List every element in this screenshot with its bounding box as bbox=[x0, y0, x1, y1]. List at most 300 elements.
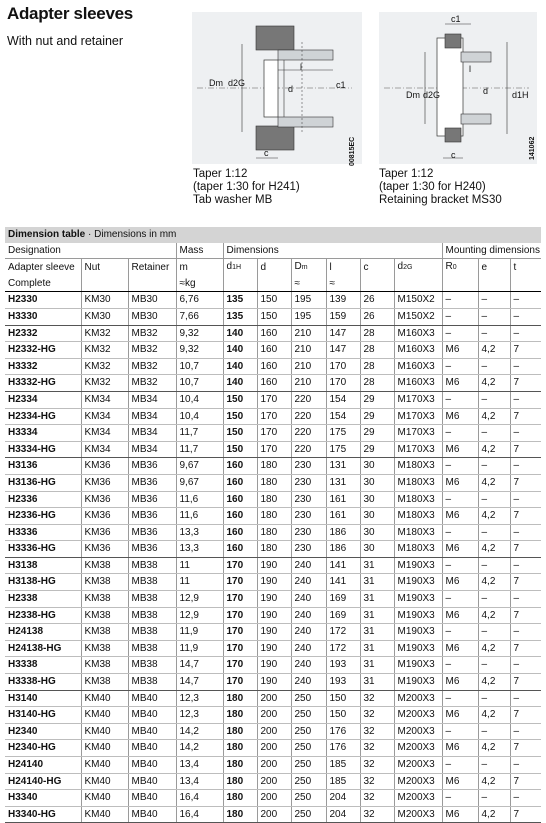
table-cell: 210 bbox=[291, 342, 326, 359]
table-cell: 4,2 bbox=[478, 474, 510, 491]
table-row bbox=[5, 790, 541, 807]
table-cell: MB32 bbox=[128, 375, 176, 392]
table-row bbox=[5, 391, 541, 408]
table-cell: M6 bbox=[442, 707, 478, 724]
table-cell: KM40 bbox=[81, 790, 128, 807]
table-cell: 150 bbox=[223, 391, 257, 408]
table-cell: – bbox=[478, 690, 510, 707]
table-cell: – bbox=[442, 524, 478, 541]
table-cell: 12,9 bbox=[176, 607, 223, 624]
table-cell: 180 bbox=[257, 508, 291, 525]
table-cell: – bbox=[442, 425, 478, 442]
table-cell: H2332 bbox=[5, 325, 81, 342]
table-cell: 31 bbox=[360, 607, 394, 624]
table-cell: KM36 bbox=[81, 474, 128, 491]
table-cell: KM32 bbox=[81, 342, 128, 359]
col-complete: Complete bbox=[5, 276, 81, 292]
table-cell: 190 bbox=[257, 624, 291, 641]
col-d2g: d2G bbox=[394, 259, 442, 276]
table-cell: 150 bbox=[223, 425, 257, 442]
table-cell: 29 bbox=[360, 441, 394, 458]
table-cell: KM36 bbox=[81, 458, 128, 475]
table-cell: M190X3 bbox=[394, 640, 442, 657]
table-cell: H3140-HG bbox=[5, 707, 81, 724]
table-group bbox=[5, 690, 541, 823]
table-cell: KM38 bbox=[81, 607, 128, 624]
table-cell: M160X3 bbox=[394, 375, 442, 392]
table-cell: 200 bbox=[257, 790, 291, 807]
table-cell: 141 bbox=[326, 557, 360, 574]
table-row bbox=[5, 574, 541, 591]
table-cell: 195 bbox=[291, 308, 326, 325]
col-nut: Nut bbox=[81, 259, 128, 276]
page-title: Adapter sleeves bbox=[7, 4, 133, 23]
table-cell: 150 bbox=[326, 707, 360, 724]
table-cell: 11,9 bbox=[176, 640, 223, 657]
table-cell: – bbox=[478, 624, 510, 641]
table-cell: H3336-HG bbox=[5, 541, 81, 558]
table-cell: MB38 bbox=[128, 624, 176, 641]
table-row bbox=[5, 458, 541, 475]
table-cell: 180 bbox=[223, 707, 257, 724]
table-cell: 7 bbox=[510, 375, 541, 392]
table-cell: 240 bbox=[291, 674, 326, 691]
table-cell: 180 bbox=[257, 474, 291, 491]
table-cell: H3340 bbox=[5, 790, 81, 807]
table-cell: 170 bbox=[223, 557, 257, 574]
table-cell: 240 bbox=[291, 607, 326, 624]
table-cell: – bbox=[510, 391, 541, 408]
table-cell: – bbox=[478, 391, 510, 408]
table-cell: 200 bbox=[257, 723, 291, 740]
table-cell: 160 bbox=[257, 342, 291, 359]
table-cell: 31 bbox=[360, 591, 394, 608]
table-cell: 210 bbox=[291, 325, 326, 342]
table-cell: 4,2 bbox=[478, 441, 510, 458]
table-cell: 190 bbox=[257, 557, 291, 574]
table-cell: – bbox=[510, 292, 541, 309]
table-cell: 154 bbox=[326, 408, 360, 425]
table-cell: 11 bbox=[176, 557, 223, 574]
table-cell: 7 bbox=[510, 408, 541, 425]
table-cell: 30 bbox=[360, 474, 394, 491]
table-cell: M190X3 bbox=[394, 557, 442, 574]
table-cell: 185 bbox=[326, 773, 360, 790]
table-cell: 150 bbox=[223, 441, 257, 458]
table-cell: 11,9 bbox=[176, 624, 223, 641]
table-row bbox=[5, 292, 541, 309]
table-cell: 16,4 bbox=[176, 806, 223, 823]
table-cell: 28 bbox=[360, 358, 394, 375]
table-cell: 200 bbox=[257, 707, 291, 724]
table-cell: MB40 bbox=[128, 740, 176, 757]
table-cell: – bbox=[510, 690, 541, 707]
table-cell: 170 bbox=[223, 640, 257, 657]
table-cell: M6 bbox=[442, 740, 478, 757]
table-cell: – bbox=[478, 491, 510, 508]
col-t: t bbox=[510, 259, 541, 276]
table-cell: M200X3 bbox=[394, 806, 442, 823]
table-cell: MB40 bbox=[128, 707, 176, 724]
table-cell: MB38 bbox=[128, 607, 176, 624]
table-cell: M6 bbox=[442, 375, 478, 392]
header-mounting: Mounting dimensions bbox=[442, 243, 541, 259]
table-cell: KM40 bbox=[81, 806, 128, 823]
table-cell: – bbox=[442, 591, 478, 608]
table-cell: MB36 bbox=[128, 508, 176, 525]
table-cell: 9,67 bbox=[176, 458, 223, 475]
table-row bbox=[5, 757, 541, 774]
table-row bbox=[5, 806, 541, 823]
table-cell: M200X3 bbox=[394, 773, 442, 790]
table-cell: MB32 bbox=[128, 342, 176, 359]
table-cell: – bbox=[478, 790, 510, 807]
table-cell: MB40 bbox=[128, 757, 176, 774]
table-cell: M190X3 bbox=[394, 591, 442, 608]
table-cell: 250 bbox=[291, 773, 326, 790]
table-column-header bbox=[5, 259, 541, 276]
table-cell: – bbox=[478, 757, 510, 774]
table-cell: H3334 bbox=[5, 425, 81, 442]
table-cell: M170X3 bbox=[394, 391, 442, 408]
col-r0: R0 bbox=[442, 259, 478, 276]
table-cell: 150 bbox=[223, 408, 257, 425]
table-cell: H2338-HG bbox=[5, 607, 81, 624]
table-cell: MB36 bbox=[128, 491, 176, 508]
table-cell: KM40 bbox=[81, 773, 128, 790]
table-cell: 161 bbox=[326, 491, 360, 508]
table-cell: 180 bbox=[223, 740, 257, 757]
table-cell: 230 bbox=[291, 491, 326, 508]
table-cell: 32 bbox=[360, 773, 394, 790]
table-cell: M150X2 bbox=[394, 308, 442, 325]
table-cell: M6 bbox=[442, 773, 478, 790]
label-c: c bbox=[451, 150, 456, 160]
table-cell: M180X3 bbox=[394, 458, 442, 475]
table-row bbox=[5, 541, 541, 558]
table-cell: 135 bbox=[223, 292, 257, 309]
table-cell: – bbox=[442, 557, 478, 574]
table-cell: 170 bbox=[326, 375, 360, 392]
table-cell: KM36 bbox=[81, 508, 128, 525]
table-row bbox=[5, 375, 541, 392]
col-mass-unit: ≈kg bbox=[176, 276, 223, 292]
label-l: l bbox=[300, 62, 302, 72]
table-row bbox=[5, 591, 541, 608]
table-cell: 131 bbox=[326, 474, 360, 491]
table-cell: 4,2 bbox=[478, 574, 510, 591]
table-cell: 7 bbox=[510, 574, 541, 591]
table-cell: H24138 bbox=[5, 624, 81, 641]
table-cell: H24140-HG bbox=[5, 773, 81, 790]
table-cell: 31 bbox=[360, 624, 394, 641]
table-cell: 190 bbox=[257, 591, 291, 608]
table-cell: M6 bbox=[442, 441, 478, 458]
table-cell: KM38 bbox=[81, 674, 128, 691]
table-cell: 13,3 bbox=[176, 524, 223, 541]
table-cell: M200X3 bbox=[394, 690, 442, 707]
table-cell: – bbox=[510, 491, 541, 508]
table-cell: H2332-HG bbox=[5, 342, 81, 359]
table-cell: 150 bbox=[257, 308, 291, 325]
table-cell: 32 bbox=[360, 790, 394, 807]
table-cell: 7 bbox=[510, 674, 541, 691]
table-cell: – bbox=[478, 723, 510, 740]
table-cell: 186 bbox=[326, 524, 360, 541]
caption-line: Tab washer MB bbox=[193, 194, 273, 206]
table-cell: 200 bbox=[257, 806, 291, 823]
table-cell: 31 bbox=[360, 557, 394, 574]
table-row bbox=[5, 624, 541, 641]
table-cell: KM38 bbox=[81, 591, 128, 608]
header-designation: Designation bbox=[5, 243, 176, 259]
table-row bbox=[5, 690, 541, 707]
table-cell: 250 bbox=[291, 707, 326, 724]
col-retainer: Retainer bbox=[128, 259, 176, 276]
table-cell: M180X3 bbox=[394, 474, 442, 491]
table-cell: 150 bbox=[257, 292, 291, 309]
table-cell: – bbox=[510, 624, 541, 641]
table-cell: MB36 bbox=[128, 474, 176, 491]
table-cell: 170 bbox=[223, 624, 257, 641]
table-cell: MB38 bbox=[128, 657, 176, 674]
table-cell: 240 bbox=[291, 591, 326, 608]
label-d2g: d2G bbox=[423, 90, 441, 100]
table-cell: 30 bbox=[360, 458, 394, 475]
table-cell: – bbox=[442, 757, 478, 774]
table-cell: KM32 bbox=[81, 325, 128, 342]
table-cell: 16,4 bbox=[176, 790, 223, 807]
table-cell: 4,2 bbox=[478, 806, 510, 823]
table-cell: – bbox=[478, 591, 510, 608]
table-cell: 170 bbox=[257, 391, 291, 408]
table-cell: MB34 bbox=[128, 408, 176, 425]
table-cell: M6 bbox=[442, 640, 478, 657]
table-cell: MB40 bbox=[128, 723, 176, 740]
table-cell: – bbox=[442, 491, 478, 508]
table-cell: 169 bbox=[326, 591, 360, 608]
table-cell: 161 bbox=[326, 508, 360, 525]
table-cell: 195 bbox=[291, 292, 326, 309]
table-cell: – bbox=[478, 325, 510, 342]
table-cell: M190X3 bbox=[394, 657, 442, 674]
caption-line: (taper 1:30 for H240) bbox=[379, 181, 486, 193]
table-cell: M200X3 bbox=[394, 757, 442, 774]
table-cell: 172 bbox=[326, 640, 360, 657]
table-cell: M6 bbox=[442, 674, 478, 691]
table-cell: MB40 bbox=[128, 790, 176, 807]
table-cell: 31 bbox=[360, 574, 394, 591]
table-row bbox=[5, 773, 541, 790]
table-cell: 28 bbox=[360, 375, 394, 392]
table-cell: 170 bbox=[223, 591, 257, 608]
table-cell: 220 bbox=[291, 425, 326, 442]
table-cell: 170 bbox=[223, 574, 257, 591]
label-d: d bbox=[288, 84, 294, 94]
table-cell: H24140 bbox=[5, 757, 81, 774]
table-cell: 204 bbox=[326, 806, 360, 823]
table-cell: 13,3 bbox=[176, 541, 223, 558]
table-cell: MB32 bbox=[128, 358, 176, 375]
table-row bbox=[5, 607, 541, 624]
table-cell: MB38 bbox=[128, 640, 176, 657]
table-row bbox=[5, 408, 541, 425]
table-cell: 170 bbox=[326, 358, 360, 375]
table-cell: 180 bbox=[223, 757, 257, 774]
table-cell: MB40 bbox=[128, 690, 176, 707]
table-cell: H2330 bbox=[5, 292, 81, 309]
table-cell: 29 bbox=[360, 408, 394, 425]
table-cell: 180 bbox=[223, 690, 257, 707]
table-cell: 193 bbox=[326, 657, 360, 674]
table-cell: 240 bbox=[291, 640, 326, 657]
table-cell: 4,2 bbox=[478, 408, 510, 425]
table-cell: M190X3 bbox=[394, 574, 442, 591]
table-cell: MB40 bbox=[128, 806, 176, 823]
table-cell: M6 bbox=[442, 607, 478, 624]
table-cell: – bbox=[510, 723, 541, 740]
table-row bbox=[5, 524, 541, 541]
table-cell: M170X3 bbox=[394, 425, 442, 442]
table-cell: 180 bbox=[223, 790, 257, 807]
table-cell: 180 bbox=[223, 806, 257, 823]
col-e: e bbox=[478, 259, 510, 276]
table-cell: 11 bbox=[176, 574, 223, 591]
table-cell: 160 bbox=[223, 491, 257, 508]
table-cell: 180 bbox=[257, 458, 291, 475]
table-cell: 180 bbox=[223, 723, 257, 740]
table-caption: Dimension table bbox=[8, 229, 86, 240]
table-cell: 30 bbox=[360, 541, 394, 558]
table-cell: KM34 bbox=[81, 425, 128, 442]
table-cell: M160X3 bbox=[394, 325, 442, 342]
table-caption-row bbox=[5, 227, 541, 243]
table-cell: KM32 bbox=[81, 375, 128, 392]
table-cell: 140 bbox=[223, 358, 257, 375]
table-cell: 170 bbox=[223, 674, 257, 691]
table-cell: 32 bbox=[360, 740, 394, 757]
table-cell: MB38 bbox=[128, 557, 176, 574]
table-cell: 9,32 bbox=[176, 342, 223, 359]
table-cell: H3332-HG bbox=[5, 375, 81, 392]
table-cell: – bbox=[442, 624, 478, 641]
table-cell: 160 bbox=[223, 458, 257, 475]
table-column-header-2 bbox=[5, 276, 541, 292]
table-cell: 4,2 bbox=[478, 640, 510, 657]
col-sleeve: Adapter sleeve bbox=[8, 261, 75, 273]
table-cell: 4,2 bbox=[478, 674, 510, 691]
table-cell: M180X3 bbox=[394, 524, 442, 541]
table-cell: MB36 bbox=[128, 458, 176, 475]
table-cell: 4,2 bbox=[478, 740, 510, 757]
table-cell: 10,4 bbox=[176, 391, 223, 408]
table-cell: – bbox=[510, 358, 541, 375]
table-cell: 193 bbox=[326, 674, 360, 691]
table-cell: 28 bbox=[360, 325, 394, 342]
table-cell: H3140 bbox=[5, 690, 81, 707]
table-cell: KM30 bbox=[81, 292, 128, 309]
table-group bbox=[5, 325, 541, 391]
table-cell: – bbox=[510, 524, 541, 541]
table-cell: H2340-HG bbox=[5, 740, 81, 757]
table-row bbox=[5, 557, 541, 574]
table-cell: 11,7 bbox=[176, 441, 223, 458]
table-group bbox=[5, 391, 541, 457]
table-cell: MB38 bbox=[128, 574, 176, 591]
table-cell: 30 bbox=[360, 491, 394, 508]
table-cell: 230 bbox=[291, 508, 326, 525]
table-cell: 31 bbox=[360, 640, 394, 657]
col-dm: Dm bbox=[291, 259, 326, 276]
table-cell: 210 bbox=[291, 375, 326, 392]
table-cell: 10,7 bbox=[176, 375, 223, 392]
table-cell: 31 bbox=[360, 674, 394, 691]
table-cell: 147 bbox=[326, 342, 360, 359]
table-cell: – bbox=[510, 790, 541, 807]
table-cell: 7 bbox=[510, 773, 541, 790]
table-cell: 140 bbox=[223, 325, 257, 342]
table-cell: MB32 bbox=[128, 325, 176, 342]
table-caption-units: · Dimensions in mm bbox=[85, 229, 177, 240]
table-cell: H3330 bbox=[5, 308, 81, 325]
table-cell: 160 bbox=[257, 375, 291, 392]
table-row bbox=[5, 723, 541, 740]
table-cell: 12,9 bbox=[176, 591, 223, 608]
table-cell: 250 bbox=[291, 806, 326, 823]
table-cell: M6 bbox=[442, 541, 478, 558]
table-cell: 154 bbox=[326, 391, 360, 408]
table-cell: 190 bbox=[257, 574, 291, 591]
col-d1h: d1H bbox=[223, 259, 257, 276]
caption-line: Retaining bracket MS30 bbox=[379, 194, 502, 206]
table-cell: 7,66 bbox=[176, 308, 223, 325]
table-cell: KM38 bbox=[81, 574, 128, 591]
table-row bbox=[5, 358, 541, 375]
table-cell: H3138-HG bbox=[5, 574, 81, 591]
table-cell: MB34 bbox=[128, 441, 176, 458]
table-cell: 140 bbox=[223, 375, 257, 392]
table-row bbox=[5, 425, 541, 442]
table-cell: H2334 bbox=[5, 391, 81, 408]
table-cell: 230 bbox=[291, 474, 326, 491]
table-cell: 7 bbox=[510, 541, 541, 558]
table-cell: – bbox=[442, 790, 478, 807]
table-row bbox=[5, 657, 541, 674]
table-cell: 32 bbox=[360, 757, 394, 774]
table-cell: 139 bbox=[326, 292, 360, 309]
label-d: d bbox=[483, 86, 489, 96]
table-row bbox=[5, 707, 541, 724]
table-cell: 250 bbox=[291, 740, 326, 757]
table-cell: 26 bbox=[360, 292, 394, 309]
table-cell: KM40 bbox=[81, 690, 128, 707]
table-cell: 4,2 bbox=[478, 773, 510, 790]
table-cell: M200X3 bbox=[394, 723, 442, 740]
table-cell: 10,4 bbox=[176, 408, 223, 425]
table-cell: 169 bbox=[326, 607, 360, 624]
table-cell: MB38 bbox=[128, 591, 176, 608]
table-cell: H3334-HG bbox=[5, 441, 81, 458]
table-cell: 230 bbox=[291, 524, 326, 541]
col-dm-approx: ≈ bbox=[291, 276, 326, 292]
table-cell: 170 bbox=[257, 425, 291, 442]
table-cell: 180 bbox=[257, 541, 291, 558]
table-cell: KM30 bbox=[81, 308, 128, 325]
table-cell: 170 bbox=[223, 657, 257, 674]
table-cell: 210 bbox=[291, 358, 326, 375]
table-cell: – bbox=[442, 292, 478, 309]
table-cell: KM40 bbox=[81, 740, 128, 757]
